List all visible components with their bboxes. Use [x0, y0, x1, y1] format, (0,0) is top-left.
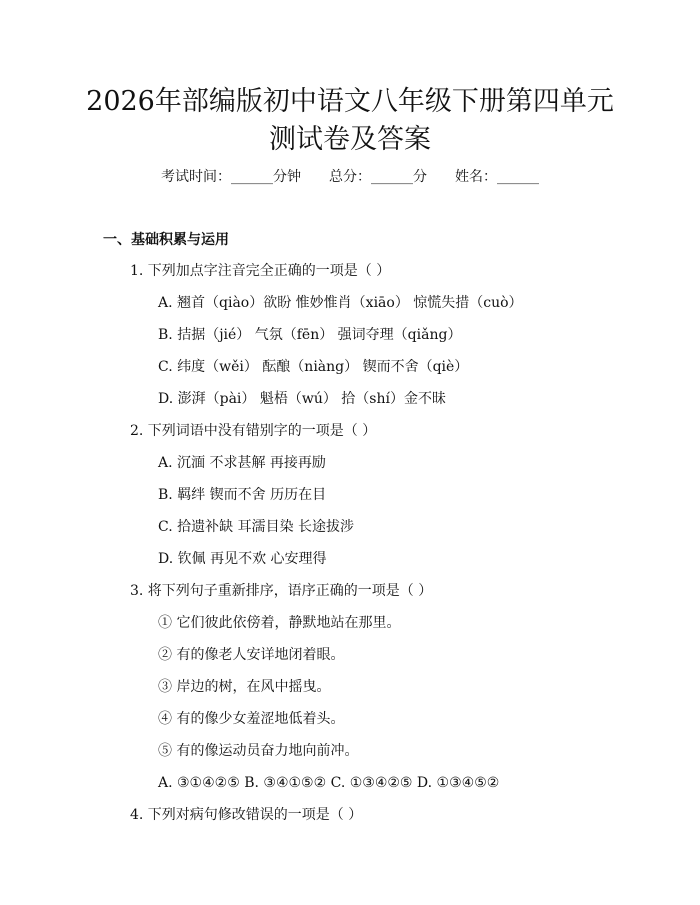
question-3-sentence-1: ① 它们彼此依傍着，静默地站在那里。 — [158, 615, 401, 631]
question-3-options: A. ③①④②⑤ B. ③④①⑤② C. ①③④②⑤ D. ①③④⑤② — [158, 775, 500, 791]
question-1-option-c: C. 纬度（wěi） 酝酿（niàng） 锲而不舍（qiè） — [158, 359, 469, 375]
total-score-field: 总分：______分 — [329, 169, 427, 185]
question-3-sentence-5: ⑤ 有的像运动员奋力地向前冲。 — [158, 743, 359, 759]
question-1-option-d: D. 澎湃（pài） 魁梧（wú） 拾（shí）金不昧 — [158, 391, 446, 407]
question-3-sentence-4: ④ 有的像少女羞涩地低着头。 — [158, 711, 345, 727]
page-subtitle: 测试卷及答案 — [269, 124, 431, 155]
section-heading: 一、基础积累与运用 — [103, 232, 229, 248]
question-1-option-a: A. 翘首（qiào）欲盼 惟妙惟肖（xiāo） 惊慌失措（cuò） — [158, 295, 523, 311]
student-name-field: 姓名：______ — [455, 169, 539, 185]
question-1-option-b: B. 拮据（jié） 气氛（fēn） 强词夺理（qiǎng） — [158, 327, 462, 343]
page-title: 2026年部编版初中语文八年级下册第四单元 — [86, 86, 614, 117]
question-3-sentence-3: ③ 岸边的树，在风中摇曳。 — [158, 679, 331, 695]
question-2-option-c: C. 拾遗补缺 耳濡目染 长途拔涉 — [158, 519, 355, 535]
question-2-option-a: A. 沉湎 不求甚解 再接再励 — [158, 455, 326, 471]
question-4-stem: 4. 下列对病句修改错误的一项是（ ） — [130, 807, 363, 823]
question-2-stem: 2. 下列词语中没有错别字的一项是（ ） — [130, 423, 377, 439]
question-2-option-d: D. 钦佩 再见不欢 心安理得 — [158, 551, 327, 567]
question-3-stem: 3. 将下列句子重新排序，语序正确的一项是（ ） — [130, 583, 433, 599]
question-1-stem: 1. 下列加点字注音完全正确的一项是（ ） — [130, 263, 391, 279]
exam-time-field: 考试时间：______分钟 — [161, 169, 301, 185]
question-3-sentence-2: ② 有的像老人安详地闭着眼。 — [158, 647, 345, 663]
exam-info-bar — [0, 167, 700, 187]
question-2-option-b: B. 羁绊 锲而不舍 历历在目 — [158, 487, 327, 503]
